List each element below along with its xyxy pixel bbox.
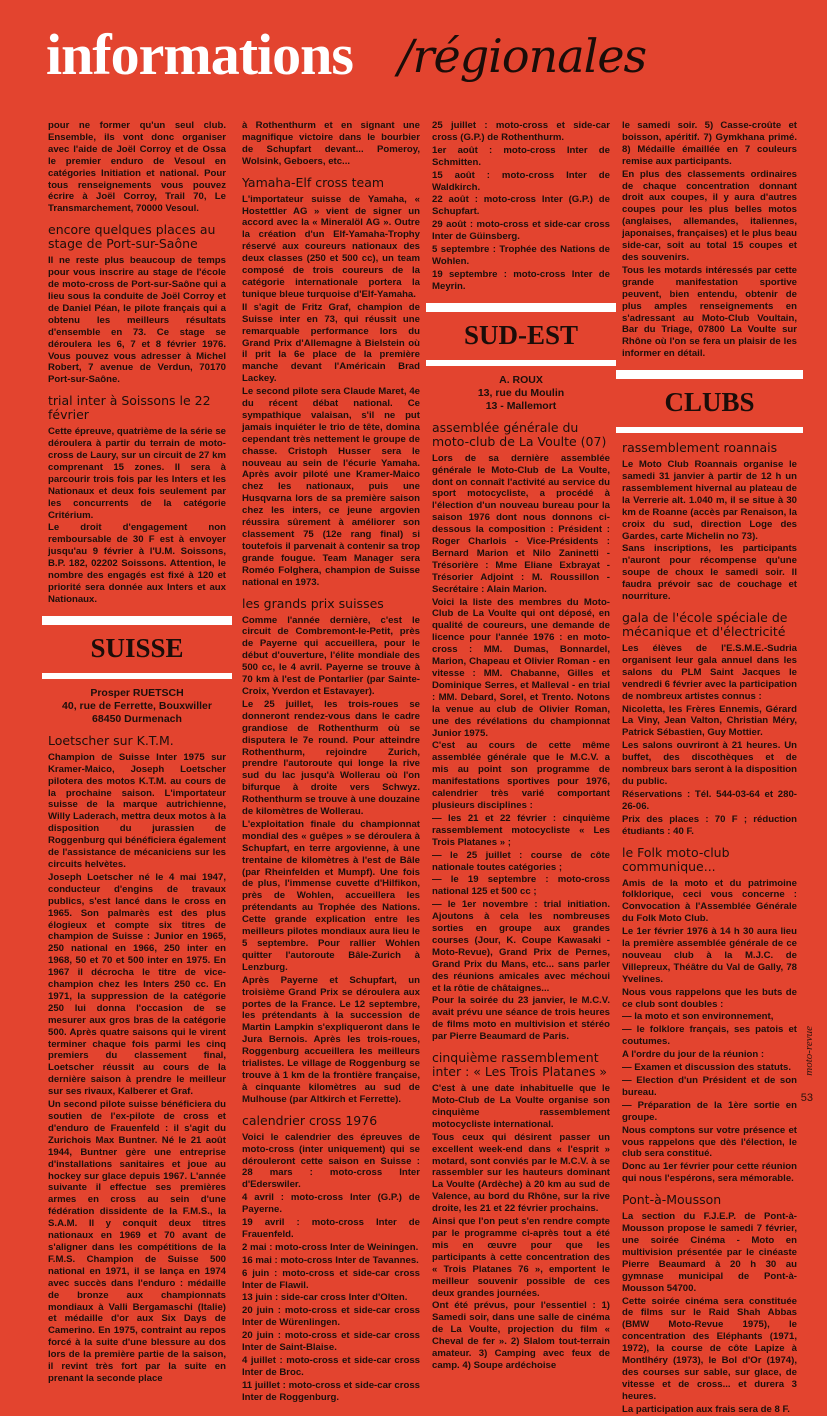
article-text: A l'ordre du jour de la réunion : [622,1049,765,1061]
column-4 [622,120,797,1415]
article-text: Il s'agit de Fritz Graf, champion de Suisse inter en 73, qui réussit une remarquable performance lors du Grand Prix d'Allemagne à Bielstein où il prit la 6e place de la première manche devant l'Américain Brad Lackey. [242,301,420,385]
calendar-entry: 5 septembre : Trophée des Nations de Wohlen. [432,244,610,267]
calendar-entry: 19 avril : moto-cross Inter de Frauenfeld. [242,1217,420,1240]
article-text: Nicoletta, les Frères Ennemis, Gérard La Viny, Jean Valton, Christian Méry, Patrick Sébastien, Guy Mottier. [622,703,797,739]
article-text: En plus des classements ordinaires de chaque concentration donnant droit aux coupes, il y aura d'autres coupes pour les plus belles motos (anglaises, allemandes, italiennes, japonaises, françaises) et le plus beau side-car, soit au total 15 coupes et des souvenirs. [622,168,797,263]
calendar-entry: 20 juin : moto-cross et side-car cross Inter de Saint-Blaise. [242,1330,420,1354]
region-band [426,303,616,312]
region-title: CLUBS [664,387,755,418]
column-3 [432,120,610,1371]
article-text: Ainsi que l'on peut s'en rendre compte par le programme ci-après tout a été mis en œuvre pour que les participants à cette concentration des « Trois Platanes 76 », emportent le meilleur souvenir possible de ces deux grandes journées. [432,1216,610,1299]
article-text: Les élèves de l'E.S.M.E.-Sudria organisent leur gala annuel dans les salons du PLM Saint Jacques le vendredi 6 février avec la participation de nombreux artistes connus : [622,643,797,702]
article-text: Pour la soirée du 23 janvier, le M.C.V. avait prévu une séance de trois heures de films moto en multivision et stéréo par Pierre Beaumard de Paris. [432,995,610,1043]
region-band [616,370,803,379]
calendar-entry: 19 septembre : moto-cross Inter de Meyrin. [432,268,610,292]
correspondent-address: 40, rue de Ferrette, Bouxwiller [62,699,212,712]
article-text: L'exploitation finale du championnat mondial des « guêpes » se déroulera à Schupfart, en terre argovienne, à une trentaine de kilomètres à l'est de Bâle (par Rheinfelden et Mumpf). Une fois de plus, l'immense cuvette d'Hilfikon, près de Wohlen, accueillera les prétendants au Trophée des Nations. Cette grande explication entre les meilleurs pilotes mondiaux aura lieu le 5 septembre. Pour rallier Wohlen quitter l'autoroute Bâle-Zurich à Lenzburg. [242,818,420,973]
article-text: Le Moto Club Roannais organise le samedi 31 janvier à partir de 12 h un rassemblement hivernal au plateau de la Verrerie alt. 1.040 m, il se situe à 30 km de Roanne (accès par Renaison, la croix du sud, direction Loge des Gardes, carte Michelin no 73). [622,459,797,542]
article-text: C'est à une date inhabituelle que le Moto-Club de La Voulte organise son cinquième rassemblement motocycliste international. [432,1083,610,1130]
calendar-entry: 20 juin : moto-cross et side-car cross Inter de Würenlingen. [242,1305,420,1329]
article-text: Réservations : Tél. 544-03-64 et 280-26-06. [622,788,797,812]
article-text: — la moto et son environnement, [622,1011,774,1023]
article-heading: Loetscher sur K.T.M. [48,732,174,748]
article-text: Champion de Suisse Inter 1975 sur Kramer-Maico, Joseph Loetscher pilotera des motos K.T.M. au cours de la prochaine saison. L'importateur suisse de la marque autrichienne, Willy Laderach, mettra deux motos à la disposition du jurassien de Roggenburg qui bénéficiera également de l'assistance de mécaniciens sur les circuits helvètes. [48,751,226,870]
column-2 [242,120,420,1403]
article-heading: encore quelques places au stage de Port-sur-Saône [48,222,216,252]
region-title: SUISSE [90,632,184,663]
article-text: Le 25 juillet, les trois-roues se donneront rendez-vous dans le cadre grandiose de Rothenthurm où se disputera le 7e round. Pour atteindre Rothenthurm, rejoindre Zurich, prendre l'autoroute qui longe la rive sud du lac jusqu'à Wollerau où l'on bifurque à droite vers Schwyz. Rothenthurm se trouve à une douzaine de kilomètres de Wollerau. [242,698,420,818]
article-text: — le folklore français, ses patois et coutumes. [622,1024,797,1048]
correspondent-address: 13, rue du Moulin [477,386,565,399]
article-heading: Yamaha-Elf cross team [242,174,385,190]
article-text: Donc au 1er février pour cette réunion qui nous l'espérons, sera mémorable. [622,1161,797,1185]
calendar-entry: 25 juillet : moto-cross et side-car cross (G.P.) de Rothenthurm. [432,120,610,143]
article-text: La participation aux frais sera de 8 F. [622,1403,790,1415]
article-text: Après Payerne et Schupfart, un troisième Grand Prix se déroulera aux portes de la France. Le 12 septembre, les prétendants à la succession de Martin Lampkin s'expliqueront dans le Jura Bernois. Après les trois-roues, Roggenburg accueillera les meilleurs trialistes. Le village de Roggenburg se trouve à 1 km de la frontière française, à cinquante kilomètres au sud de Mulhouse (par Altkirch et Ferrette). [242,974,420,1105]
article-text: Nous vous rappelons que les buts de ce club sont doubles : [622,986,797,1010]
correspondent-address: 13 - Mallemort [485,399,557,412]
calendar-entry: 2 mai : moto-cross Inter de Weiningen. [242,1241,419,1253]
article-text: Ont été prévus, pour l'essentiel : 1) Samedi soir, dans une salle de cinéma de La Voulte, projection du film « Cheval de fer ». 2) Slalom tout-terrain amateur. 3) Camping avec feux de camp. 4) Soupe ardéchoise [432,1300,610,1371]
calendar-entry: Voici le calendrier des épreuves de moto-cross (inter uniquement) qui se dérouleront cette saison en Suisse : 28 mars : moto-cross Inter d'Ederswiler. [242,1131,420,1191]
article-text: Amis de la moto et du patrimoine folklorique, ceci vous concerne : Convocation à l'Assemblée Générale du Folk Moto Club. [622,877,797,925]
article-text: — Examen et discussion des statuts. [622,1062,792,1074]
calendar-entry: 29 août : moto-cross et side-car cross Inter de Güinsberg. [432,219,610,243]
magazine-name: moto-revue [803,1026,815,1076]
calendar-entry: 16 mai : moto-cross Inter de Tavannes. [242,1254,419,1266]
article-heading: gala de l'école spéciale de mécanique et d'électricité [622,610,788,639]
calendar-entry: 6 juin : moto-cross et side-car cross Inter de Flawil. [242,1267,420,1291]
article-text: La section du F.J.E.P. de Pont-à-Mousson propose le samedi 7 février, une soirée Cinéma - Moto en multivision présentée par le cinéaste Pierre Beaumard à 20 h 30 au gymnase municipal de Pont-à-Mousson 54700. [622,1211,797,1294]
article-text: Cette soirée cinéma sera constituée de films sur le Raid Shah Abbas (BMW Moto-Revue 1975), le concentration des Eléphants (1971, 1972), la course de côte Lapize à Montlhéry (1973), le Bol d'Or (1974), des courses sur sable, sur glace, de vitesse et de cross... et durera 3 heures. [622,1295,797,1402]
calendar-entry: 22 août : moto-cross Inter (G.P.) de Schupfart. [432,194,610,218]
article-heading: les grands prix suisses [242,595,384,611]
article-heading: assemblée générale du moto-club de La Voulte (07) [432,419,607,449]
article-text: Comme l'année dernière, c'est le circuit de Combremont-le-Petit, près de Payerne qui accueillera, pour le début d'ouverture, l'élite mondiale des 500 cc, le 4 avril. Payerne se trouve à 70 km à l'est de Pontarlier (par Sainte-Croix, Yverdon et Estavayer). [242,614,420,697]
calendar-entry: 4 juillet : moto-cross et side-car cross Inter de Broc. [242,1355,420,1378]
article-text: à Rothenthurm et en signant une magnifique victoire dans le bourbier de Schupfart devant... Pomeroy, Wolsink, Geboers, etc... [242,120,420,167]
article-text: L'importateur suisse de Yamaha, « Hostettler AG » vient de signer un accord avec la « Mineralöl AG ». Outre la création d'un Elf-Yamaha-Trophy réservé aux coureurs nationaux des deux classes (250 et 500 cc), un team composé de trois coureurs de la catégorie internationale portera la tunique bleue turquoise d'Elf-Yamaha. [242,193,420,300]
article-text: Sans inscriptions, les participants n'auront pour récompense qu'une soupe de choux le samedi soir. Il faudra prévoir sac de couchage et nourriture. [622,543,797,603]
article-text: Voici la liste des membres du Moto-Club de La Voulte qui ont déposé, en qualité de coureurs, une demande de licence pour l'année 1976 : en moto-cross : MM. Dumas, Bonnardel, Marion, Chapeau et Olivier Roman - en vitesse : MM. Chabanne, Gilles et Dominique Serres, et Malleval - en trial : MM. Debard, Sorel, et Trento. Notons la venue au club de Olivier Roman, une des révélations du championnat Junior 1975. [432,596,610,739]
region-band [426,360,616,366]
article-heading: le Folk moto-club communique... [622,844,730,874]
article-text: Il ne reste plus beaucoup de temps pour vous inscrire au stage de l'école de moto-cross de Port-sur-Saône qui a lieu sous la conduite de Joël Corroy et de Daniel Péan, le pilote français qui a obtenu les meilleurs résultats d'ensemble en 73. Ce stage se déroulera les 6, 7 et 8 février 1976. Vous pouvez vous adresser à Michel Robert, 7 avenue de Verdun, 70170 Port-sur-Saône. [48,255,226,386]
masthead-title: informations [46,22,353,87]
article-heading: calendrier cross 1976 [242,1112,378,1128]
article-text: — les 21 et 22 février : cinquième rassemblement motocycliste « Les Trois Platanes » ; [432,812,610,848]
article-text: pour ne former qu'un seul club. Ensemble, ils vont donc organiser avec l'aide de Joël Corroy et de Ossa le premier enduro de Vesoul en catégories Initiation et national. Pour tous renseignements vous pouvez écrire à Joël Corroy, Trail 70, Le Transmarchement, 70000 Vesoul. [48,120,226,215]
region-band [42,673,232,679]
calendar-entry: 1er août : moto-cross Inter de Schmitten. [432,144,610,168]
correspondent-name: Prosper RUETSCH [90,686,184,699]
correspondent-name: A. ROUX [499,373,543,386]
article-text: Cette épreuve, quatrième de la série se déroulera à partir du terrain de moto-cross de Laury, sur un circuit de 27 km comprenant 15 zones. Il sera à parcourir trois fois par les Inters et les Nationaux et deux fois seulement par les concurrents de la catégorie Critérium. [48,426,226,521]
article-heading: rassemblement roannais [622,440,778,456]
article-text: C'est au cours de cette même assemblée générale que le M.C.V. a mis au point son programme de manifestations sportives pour 1976, calendrier très varié comportant plusieurs disciplines : [432,740,610,811]
article-text: le samedi soir. 5) Casse-croûte et boisson, apéritif. 7) Gymkhana primé. 8) Médaille émaillée en 7 couleurs remise aux participants. [622,120,797,167]
calendar-entry: 4 avril : moto-cross Inter (G.P.) de Payerne. [242,1192,420,1216]
article-text: Les salons ouvriront à 21 heures. Un buffet, des discothèques et de nombreux bars seront à la disposition du public. [622,740,797,787]
article-heading: cinquième rassemblement inter : « Les Trois Platanes » [432,1050,608,1080]
article-heading: trial inter à Soissons le 22 février [48,393,211,423]
region-title: SUD-EST [463,319,579,350]
article-text: — le 19 septembre : moto-cross national 125 et 500 cc ; [432,874,610,898]
calendar-entry: 15 août : moto-cross Inter de Waldkirch. [432,169,610,193]
article-text: — Election d'un Président et de son bureau. [622,1075,797,1098]
article-text: Joseph Loetscher né le 4 mai 1947, conducteur d'engins de travaux publics, s'est lancé dans le cross en 1965. Son palmarès est des plus élogieux et compte six titres de champion de Suisse : Junior en 1965, 250 national en 1966, 250 inter en 1968, 50 et 70 et 500 inter en 1975. En 1967 il décrocha le titre de vice-champion chez les Inters 250 cc. En 1971, la suppression de la catégorie 250 lui donna l'occasion de se mesurer aux gros bras de la catégorie 500. Après quatre saisons qui le virent terminer chaque fois parmi les cinq premiers du classement final, Loetscher réussit au cours de la dernière saison à prendre le meilleur sur ses rivaux, Kalberer et Graf. [48,871,226,1098]
article-text: Le second pilote sera Claude Maret, 4e du récent débat national. Ce sympathique valaisan, s'il ne put jamais inquiéter le trio de tête, domina cependant très nettement le groupe de chasse. Cristoph Husser sera le nouveau au sein de l'écurie Yamaha. Après avoir piloté une Kramer-Maico chez les nationaux, puis une Husqvarna lors de sa première saison chez les inters, ce jeune argovien réussira sûrement à améliorer son classement 75 (12e rang final) si toutefois il parvenait à contenir sa trop grande fougue. Team Manager sera Roméo Folghera, champion de Suisse national en 1973. [242,386,420,588]
article-text: — le 25 juillet : course de côte nationale toutes catégories ; [432,849,610,873]
article-text: — Préparation de la 1ère sortie en groupe. [622,1099,797,1123]
article-heading: Pont-à-Mousson [622,1192,722,1208]
article-text: Nous comptons sur votre présence et vous rappelons que dès l'élection, le club sera constitué. [622,1124,797,1160]
column-1 [48,120,226,1384]
article-text: Un second pilote suisse bénéficiera du soutien de l'ex-pilote de cross et d'enduro de Frauenfeld : il s'agit du Zurichois Max Buntner. Né le 21 août 1944, Buntner gère une entreprise d'installations sanitaires et joue au hockey sur glace depuis 1967. L'année suivante il effectue ses premières armes en cross au sein d'une fédération dissidente de la F.M.S., la S.A.M. Il y conquit deux titres nationaux en 1969 et 70 avant de s'aligner dans les compétitions de la F.M.S. Champion de Suisse 500 national en 1971, il se lança en 1974 avec succès dans l'enduro : médaille de bronze aux championnats mondiaux à Valli Bergamaschi (Italie) et médaille d'or aux Six Days de Camerino. En 1975, contraint au repos forcé à la suite d'une blessure au dos lors de la première partie de la saison, il revint très fort par la suite en prenant la seconde place [48,1099,226,1384]
calendar-entry: 11 juillet : moto-cross et side-car cross Inter de Roggenburg. [242,1379,420,1403]
region-band [42,616,232,625]
article-text: Tous les motards intéressés par cette grande manifestation sportive peuvent, bien entendu, obtenir de plus amples renseignements en s'adressant au Moto-Club Voultain, Bar du Triage, 07800 La Voulte sur Rhône où l'on se fera un plaisir de les informer en détail. [622,264,797,360]
page-number: 53 [800,1092,813,1104]
article-text: Prix des places : 70 F ; réduction étudiants : 40 F. [622,813,797,837]
region-band [616,427,803,433]
article-text: Le droit d'engagement non remboursable de 30 F est à envoyer jusqu'au 9 février à l'U.M. Soissons, B.P. 182, 02202 Soissons. Attention, le nombre des engagés est fixé à 120 et priorité sera donnée aux Inters et aux Nationaux. [48,522,226,605]
article-text: Tous ceux qui désirent passer un excellent week-end dans « l'esprit » motard, sont conviés par le M.C.V. à se rassembler sur les hauteurs dominant La Voulte (Ardèche) à 20 km au sud de Valence, au bord du Rhône, sur la rive droite, les 21 et 22 février prochains. [432,1131,610,1215]
masthead-subtitle: /régionales [398,29,647,83]
calendar-entry: 13 juin : side-car cross Inter d'Olten. [242,1292,408,1304]
correspondent-address: 68450 Durmenach [92,712,182,725]
article-text: Lors de sa dernière assemblée générale le Moto-Club de La Voulte, dont on connaît l'activité au service du sport motocycliste, a procédé à l'élection d'un nouveau bureau pour la saison 1976 dont nous donnons ci-dessous la composition : Président : Roger Charlois - Vice-Présidents : Bernard Marion et Nilo Zaninetti - Trésorière : Mme Eliane Exbrayat - Trésorier Adjoint : M. Roussillon - Secrétaire : Alain Marion. [432,452,610,595]
article-text: Le 1er février 1976 à 14 h 30 aura lieu la première assemblée générale de ce nouveau club à la M.J.C. de Villepreux, Théâtre du Val de Gally, 78 Yvelines. [622,926,797,985]
masthead [46,22,786,92]
article-text: — le 1er novembre : trial initiation. Ajoutons à cela les nombreuses sorties en groupe aux grandes courses (Jour, K. Coupe Kawasaki - Moto-Revue), Grand Prix de Pernes, Grand Prix du Mans, etc... sans parler des réunions amicales avec méchoui et la rôtie de châtaignes... [432,899,610,994]
